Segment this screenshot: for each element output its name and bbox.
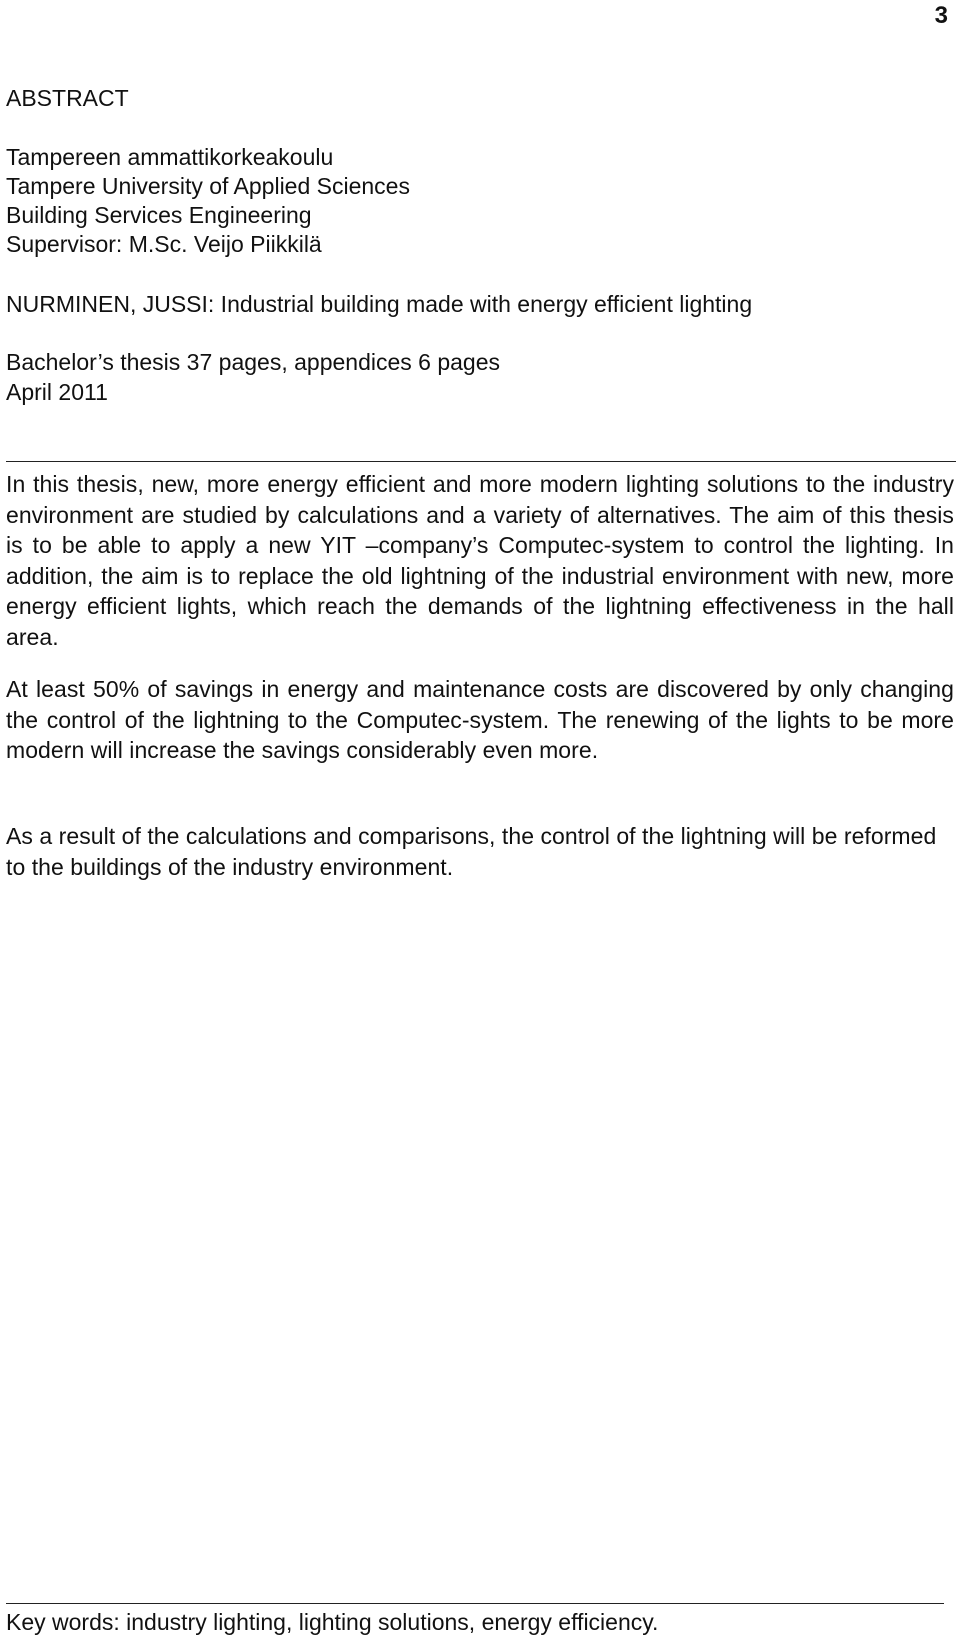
abstract-paragraph-2: At least 50% of savings in energy and maintenance costs are discovered by only changing the control of the lightning to the Computec-system. The renewing of the lights to be more modern will increase the savings considerably even more. <box>6 676 954 763</box>
abstract-paragraph-1: In this thesis, new, more energy efficient and more modern lighting solutions to the industry environment are studied by calculations and a variety of alternatives. The aim of this thesis is to be able to apply a new YIT –company’s Computec-system to control the lighting. In addition, the aim is to replace the old lightning of the industrial environment with new, more energy efficient lights, which reach the demands of the lightning effectiveness in the hall area. <box>6 471 954 650</box>
institution-finnish: Tampereen ammattikorkeakoulu <box>6 144 334 170</box>
thesis-info: Bachelor’s thesis 37 pages, appendices 6 pages <box>6 349 500 375</box>
institution-english: Tampere University of Applied Sciences <box>6 173 410 199</box>
thesis-date: April 2011 <box>6 379 108 405</box>
degree-programme: Building Services Engineering <box>6 202 312 228</box>
supervisor: Supervisor: M.Sc. Veijo Piikkilä <box>6 231 322 257</box>
header-divider <box>6 461 956 462</box>
keywords: Key words: industry lighting, lighting solutions, energy efficiency. <box>6 1609 659 1635</box>
author-and-title: NURMINEN, JUSSI: Industrial building made with energy efficient lighting <box>6 291 753 317</box>
abstract-heading: ABSTRACT <box>6 85 129 111</box>
page-number: 3 <box>934 2 948 29</box>
abstract-paragraph-3: As a result of the calculations and comparisons, the control of the lightning will be reformed to the buildings of the industry environment. <box>6 823 937 880</box>
footer-divider <box>6 1603 944 1604</box>
